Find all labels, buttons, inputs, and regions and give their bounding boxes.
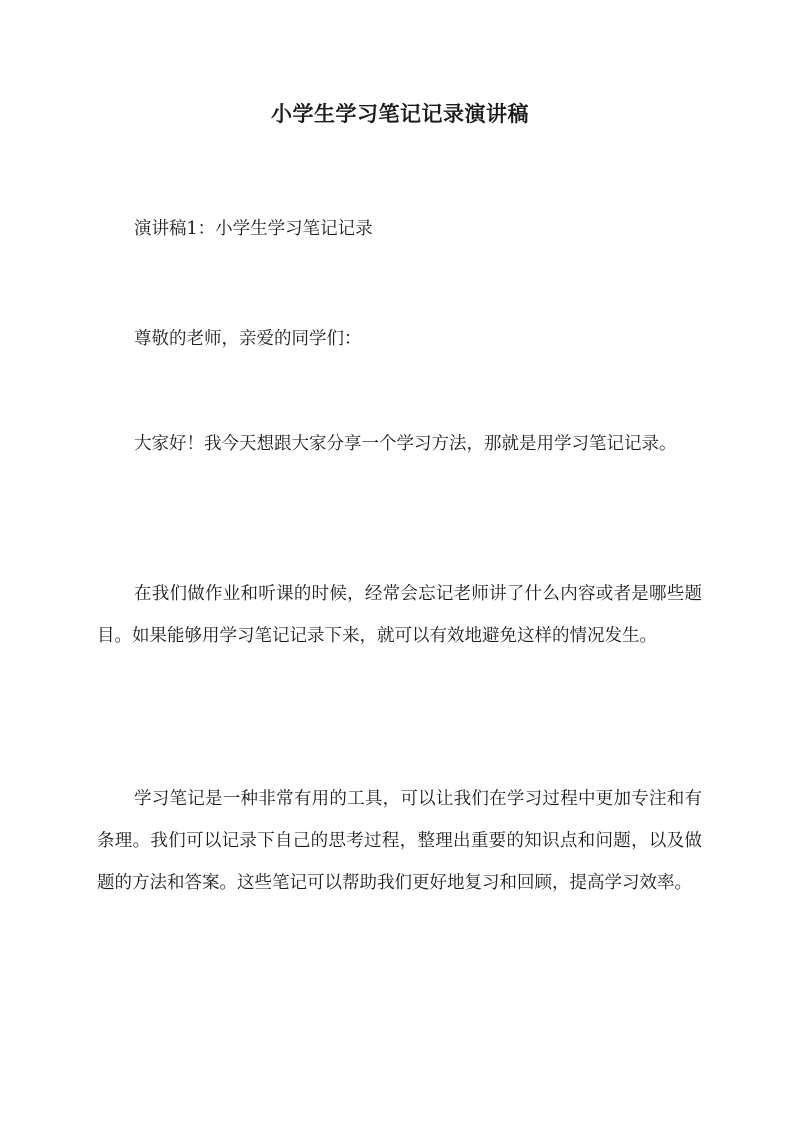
speech-heading: 演讲稿1：小学生学习笔记记录	[134, 219, 373, 239]
salutation: 尊敬的老师，亲爱的同学们：	[134, 329, 362, 349]
document-title: 小学生学习笔记记录演讲稿	[271, 101, 529, 126]
paragraph-benefits: 学习笔记是一种非常有用的工具，可以让我们在学习过程中更加专注和有条理。我们可以记录下自己的思考过程，整理出重要的知识点和问题，以及做题的方法和答案。这些笔记可以帮助我们更好地复习和回顾，提高学习效率。	[97, 789, 702, 893]
paragraph-problem: 在我们做作业和听课的时候，经常会忘记老师讲了什么内容或者是哪些题目。如果能够用学习笔记记录下来，就可以有效地避免这样的情况发生。	[97, 584, 702, 646]
paragraph-greeting: 大家好！我今天想跟大家分享一个学习方法，那就是用学习笔记记录。	[134, 434, 677, 454]
